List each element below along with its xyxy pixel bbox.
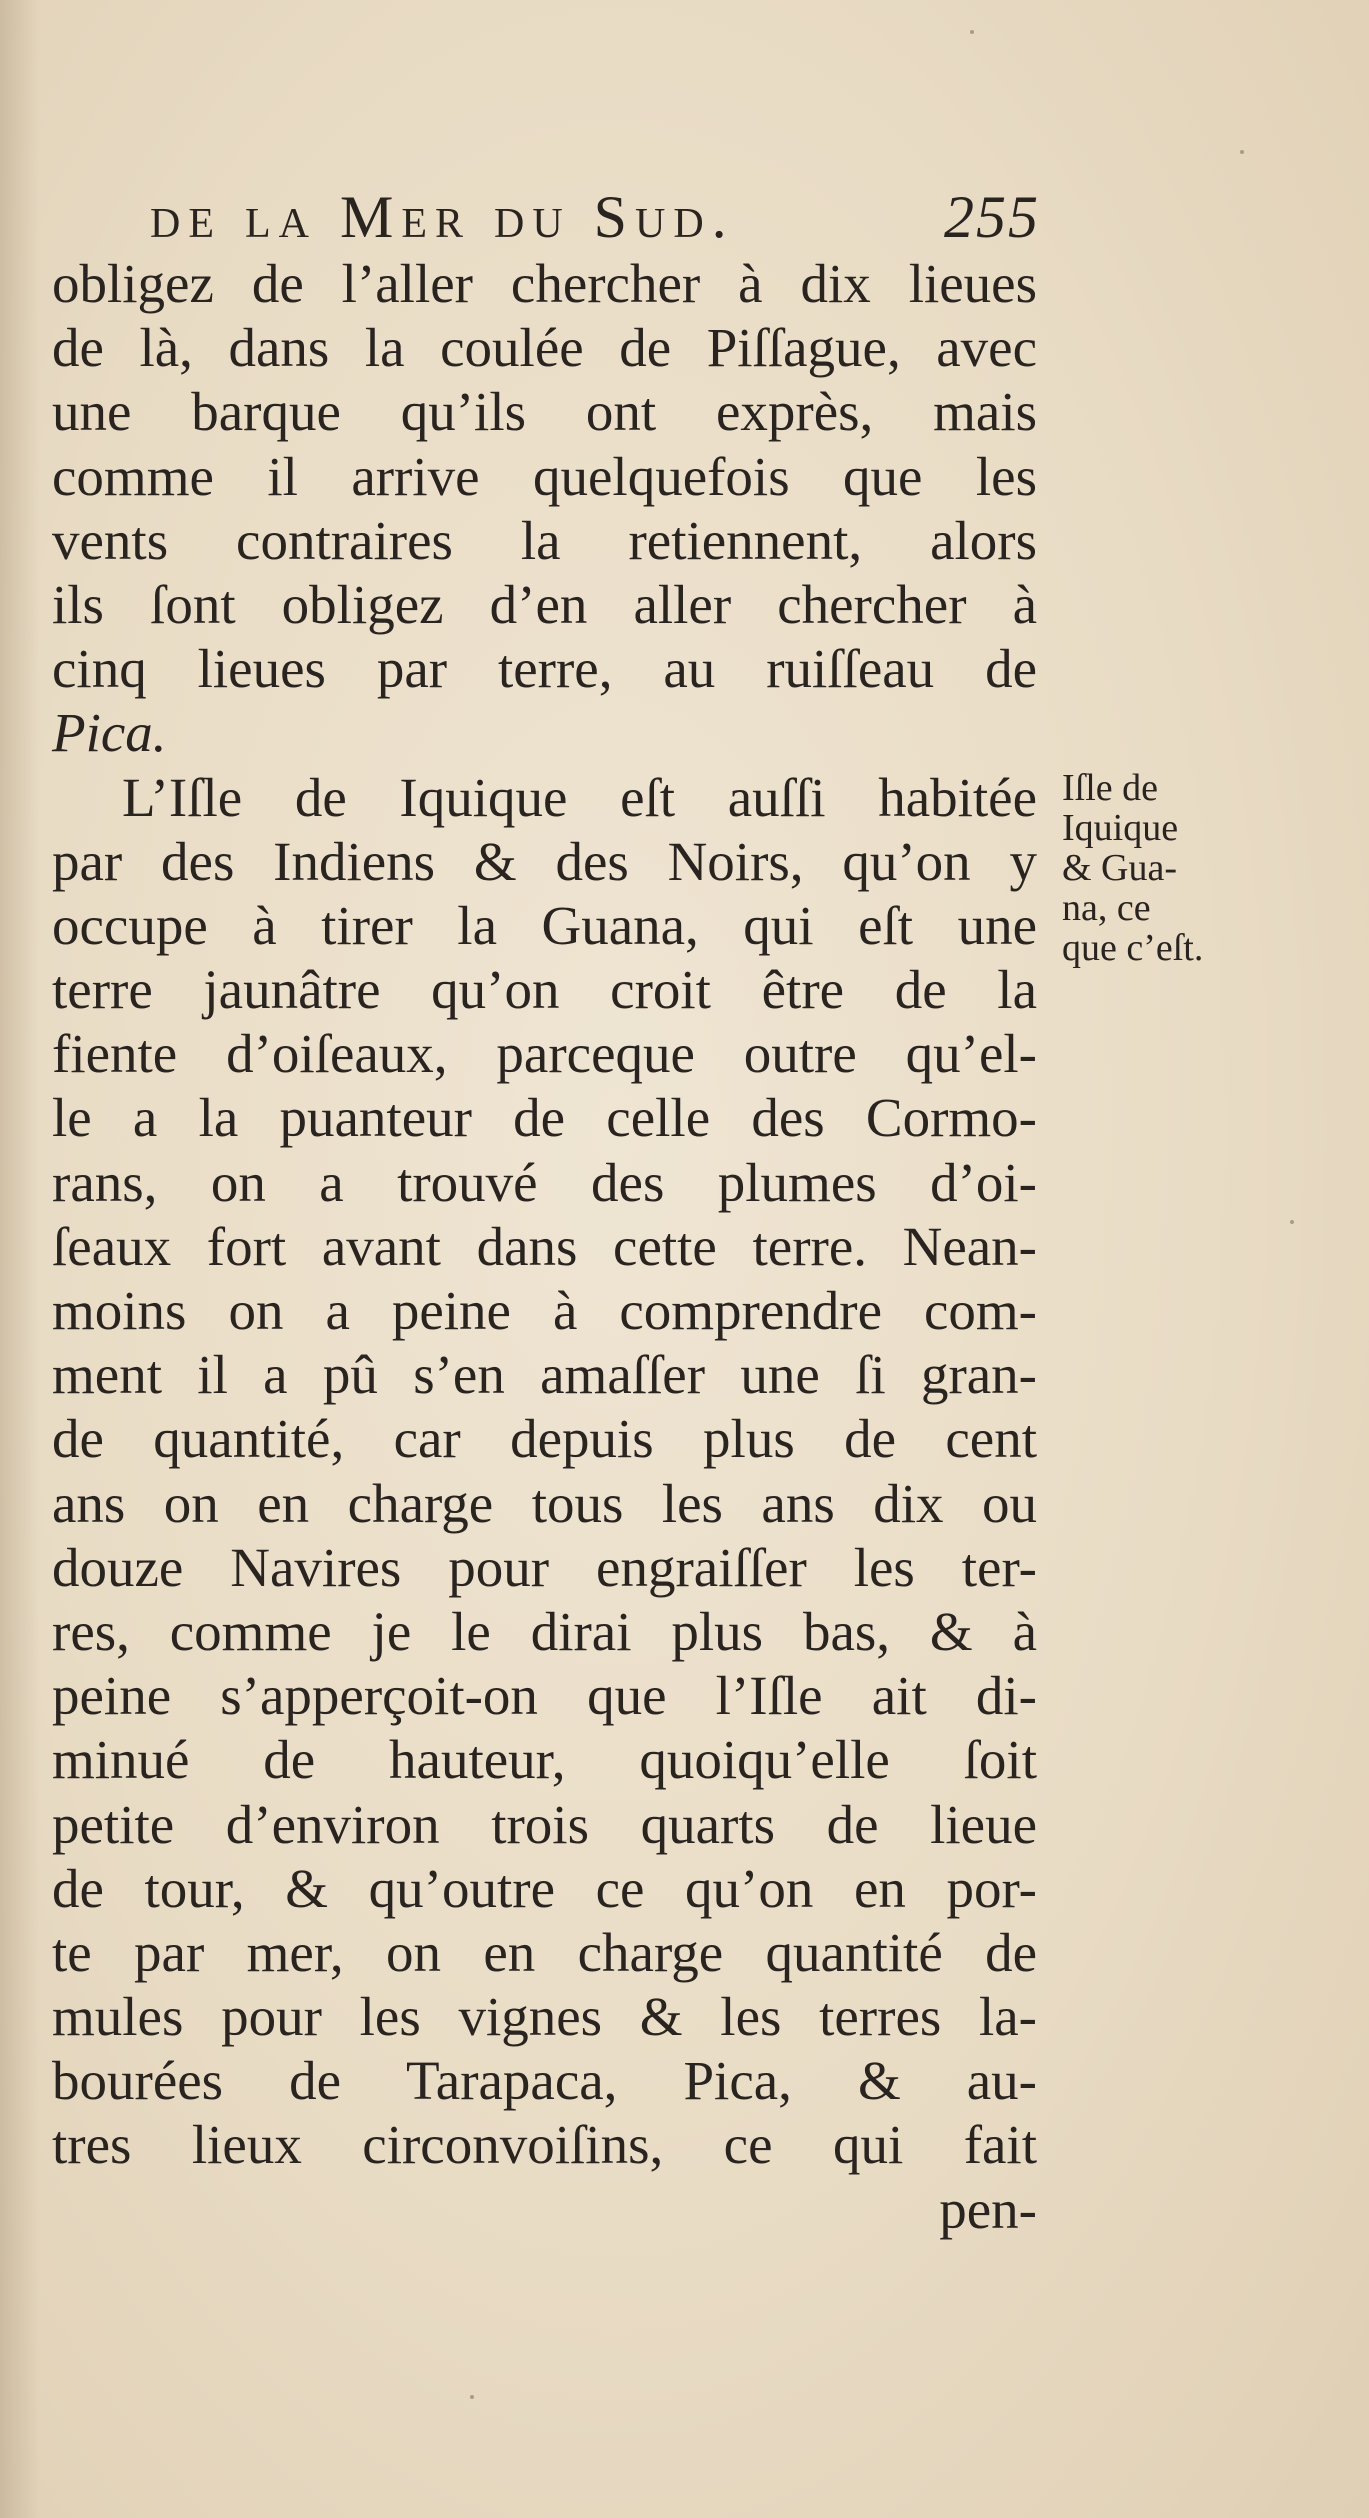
text-line: peine s’apperçoit-on que l’Iſle ait di-	[52, 1665, 1037, 1727]
marginal-note-line: & Gua-	[1062, 847, 1178, 889]
text-line: terre jaunâtre qu’on croit être de la	[52, 959, 1037, 1021]
text-line: de quantité, car depuis plus de cent	[52, 1408, 1037, 1470]
text-line: fiente d’oiſeaux, parceque outre qu’el-	[52, 1023, 1037, 1085]
paper-speck	[970, 30, 974, 34]
text-line: ment il a pû s’en amaſſer une ſi gran-	[52, 1344, 1037, 1406]
page-number: 255	[944, 184, 1040, 250]
text-line: de tour, & qu’outre ce qu’on en por-	[52, 1857, 1037, 1919]
text-line: ſeaux fort avant dans cette terre. Nean-	[52, 1215, 1037, 1277]
marginal-note-line: que c’eſt.	[1062, 927, 1204, 969]
marginal-note	[1062, 768, 1242, 968]
text-line: res, comme je le dirai plus bas, & à	[52, 1600, 1037, 1662]
text-line: par des Indiens & des Noirs, qu’on y	[52, 830, 1037, 892]
marginal-note-line: Iſle de	[1062, 767, 1159, 809]
page-header	[150, 182, 1040, 252]
paragraph-first-line: L’Iſle de Iquique eſt auſſi habitée	[122, 766, 1037, 828]
text-line: petite d’environ trois quarts de lieue	[52, 1793, 1037, 1855]
text-line: rans, on a trouvé des plumes d’oi-	[52, 1151, 1037, 1213]
page-gutter-shadow	[0, 0, 40, 2518]
running-title: de la Mer du Sud.	[150, 184, 735, 250]
text-line: ans on en charge tous les ans dix ou	[52, 1472, 1037, 1534]
text-line: ils ſont obligez d’en aller chercher à	[52, 573, 1037, 635]
paper-speck	[470, 2395, 474, 2399]
text-line: minué de hauteur, quoiqu’elle ſoit	[52, 1729, 1037, 1791]
catchword: pen-	[939, 2178, 1037, 2240]
text-line: vents contraires la retiennent, alors	[52, 509, 1037, 571]
text-line: Pica.	[52, 702, 167, 764]
text-line: le a la puanteur de celle des Cormo-	[52, 1087, 1037, 1149]
text-line: obligez de l’aller chercher à dix lieues	[52, 253, 1037, 314]
text-line: moins on a peine à comprendre com-	[52, 1280, 1037, 1341]
text-line: tres lieux circonvoiſins, ce qui fait	[52, 2114, 1037, 2176]
text-line: mules pour les vignes & les terres la-	[52, 1986, 1037, 2048]
paper-speck	[1290, 1220, 1294, 1224]
text-line: te par mer, on en charge quantité de	[52, 1921, 1037, 1983]
paper-speck	[1240, 150, 1244, 154]
text-line: cinq lieues par terre, au ruiſſeau de	[52, 638, 1037, 700]
text-line: occupe à tirer la Guana, qui eſt une	[52, 894, 1037, 956]
text-line: de là, dans la coulée de Piſſague, avec	[52, 317, 1037, 379]
text-line: une barque qu’ils ont exprès, mais	[52, 381, 1037, 443]
text-line: bourées de Tarapaca, Pica, & au-	[52, 2050, 1037, 2112]
marginal-note-line: na, ce	[1062, 887, 1151, 929]
marginal-note-line: Iquique	[1062, 807, 1179, 849]
body-text	[52, 252, 1037, 2242]
text-line: douze Navires pour engraiſſer les ter-	[52, 1536, 1037, 1598]
text-line: comme il arrive quelquefois que les	[52, 445, 1037, 507]
